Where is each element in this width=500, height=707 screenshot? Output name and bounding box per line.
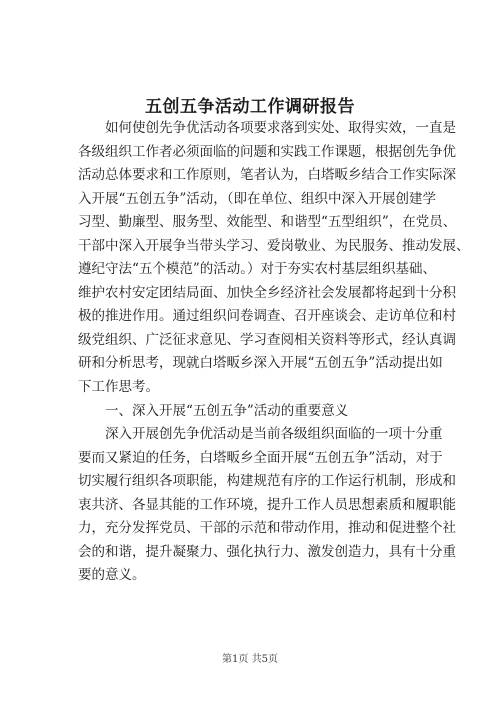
body-line: 习型、勤廉型、服务型、效能型、和谐型“五型组织”，在党员、 xyxy=(78,214,457,231)
body-line: 研和分析思考，现就白塔畈乡深入开展“五创五争”活动提出如 xyxy=(78,355,443,372)
body-line: 下工作思考。 xyxy=(78,379,159,396)
section-heading: 一、深入开展“五创五争”活动的重要意义 xyxy=(105,402,349,419)
body-line: 干部中深入开展争当带头学习、爱岗敬业、为民服务、推动发展、 xyxy=(78,237,470,254)
page-footer: 第1页 共5页 xyxy=(222,654,278,665)
body-line: 入开展“五创五争”活动，（即在单位、组织中深入开展创建学 xyxy=(78,190,437,207)
body-line: 级党组织、广泛征求意见、学习查阅相关资料等形式，经认真调 xyxy=(78,331,456,348)
body-line: 深入开展创先争优活动是当前各级组织面临的一项十分重 xyxy=(105,426,443,443)
body-line: 会的和谐，提升凝聚力、强化执行力、激发创造力，具有十分重 xyxy=(78,543,456,560)
body-line: 要而又紧迫的任务，白塔畈乡全面开展“五创五争”活动，对于 xyxy=(78,449,443,466)
document-body xyxy=(78,117,470,588)
body-line: 维护农村安定团结局面、加快全乡经济社会发展都将起到十分积 xyxy=(78,284,456,301)
body-line: 遵纪守法“五个模范”的活动。）对于夯实农村基层组织基础、 xyxy=(78,261,437,278)
body-line: 极的推进作用。通过组织问卷调查、召开座谈会、走访单位和村 xyxy=(78,308,456,325)
body-line: 要的意义。 xyxy=(78,567,146,584)
body-line: 活动总体要求和工作原则，笔者认为，白塔畈乡结合工作实际深 xyxy=(78,167,456,184)
body-line: 衷共济、各显其能的工作环境，提升工作人员思想素质和履职能 xyxy=(78,496,456,513)
body-line: 如何使创先争优活动各项要求落到实处、取得实效，一直是 xyxy=(105,120,456,136)
body-line: 力，充分发挥党员、干部的示范和带动作用，推动和促进整个社 xyxy=(78,520,456,537)
document-title: 五创五争活动工作调研报告 xyxy=(145,97,355,117)
body-line: 切实履行组织各项职能，构建规范有序的工作运行机制，形成和 xyxy=(78,473,456,490)
body-line: 各级组织工作者必须面临的问题和实践工作课题，根据创先争优 xyxy=(78,143,456,160)
